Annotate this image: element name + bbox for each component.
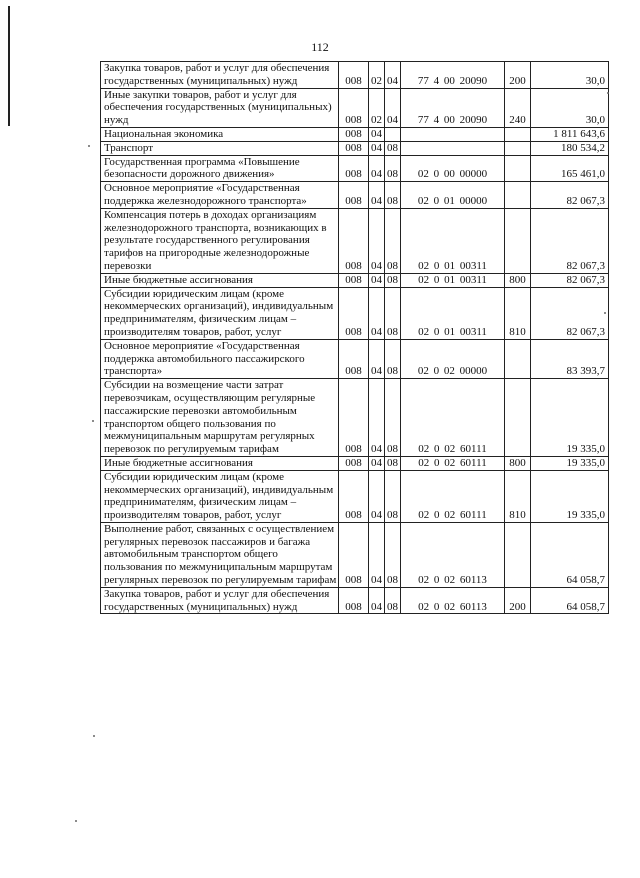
cell-ved: 008 <box>339 141 369 155</box>
cell-name: Выполнение работ, связанных с осуществлением регулярных перевозок пассажиров и багажа автомобильным транспортом общего пользования по межмуниципальным маршрутам регулярных перевозок по регулируемым тарифам <box>101 522 339 587</box>
cell-csr: 02 0 02 60111 <box>401 456 505 470</box>
cell-rz: 04 <box>369 470 385 522</box>
cell-vr: 810 <box>505 287 531 339</box>
cell-sum: 82 067,3 <box>531 287 609 339</box>
table-row <box>101 273 609 287</box>
cell-name: Национальная экономика <box>101 127 339 141</box>
cell-ved: 008 <box>339 155 369 182</box>
cell-pr: 08 <box>385 208 401 273</box>
table-row <box>101 208 609 273</box>
cell-pr: 08 <box>385 287 401 339</box>
table-row <box>101 182 609 209</box>
cell-csr: 77 4 00 20090 <box>401 88 505 127</box>
cell-csr: 02 0 01 00311 <box>401 287 505 339</box>
cell-sum: 180 534,2 <box>531 141 609 155</box>
cell-pr: 04 <box>385 88 401 127</box>
table-row <box>101 127 609 141</box>
cell-ved: 008 <box>339 127 369 141</box>
cell-name: Субсидии юридическим лицам (кроме некоммерческих организаций), индивидуальным предпринимателям, физическим лицам – производителям товаров, работ, услуг <box>101 470 339 522</box>
cell-rz: 04 <box>369 287 385 339</box>
cell-name: Закупка товаров, работ и услуг для обеспечения государственных (муниципальных) нужд <box>101 62 339 89</box>
table-row <box>101 522 609 587</box>
cell-rz: 04 <box>369 155 385 182</box>
cell-name: Субсидии на возмещение части затрат перевозчикам, осуществляющим регулярные пассажирские перевозки автомобильным транспортом общего пользования по межмуниципальным маршрутам регулярных перевозок по регулируемым тарифам <box>101 379 339 457</box>
cell-csr: 02 0 01 00000 <box>401 182 505 209</box>
cell-csr: 77 4 00 20090 <box>401 62 505 89</box>
cell-ved: 008 <box>339 88 369 127</box>
cell-sum: 19 335,0 <box>531 379 609 457</box>
cell-csr: 02 0 01 00311 <box>401 273 505 287</box>
cell-csr: 02 0 00 00000 <box>401 155 505 182</box>
table-row <box>101 456 609 470</box>
cell-name: Иные бюджетные ассигнования <box>101 273 339 287</box>
cell-sum: 64 058,7 <box>531 522 609 587</box>
cell-vr: 810 <box>505 470 531 522</box>
cell-rz: 04 <box>369 127 385 141</box>
cell-vr: 200 <box>505 62 531 89</box>
cell-ved: 008 <box>339 208 369 273</box>
cell-sum: 64 058,7 <box>531 587 609 614</box>
cell-pr: 08 <box>385 155 401 182</box>
cell-rz: 04 <box>369 273 385 287</box>
scan-speck <box>92 420 94 422</box>
cell-vr: 200 <box>505 587 531 614</box>
cell-vr <box>505 339 531 378</box>
cell-rz: 04 <box>369 587 385 614</box>
page-number: 112 <box>311 40 329 54</box>
cell-pr: 08 <box>385 456 401 470</box>
cell-csr: 02 0 02 60111 <box>401 379 505 457</box>
cell-vr <box>505 522 531 587</box>
cell-pr <box>385 127 401 141</box>
cell-pr: 08 <box>385 339 401 378</box>
cell-name: Закупка товаров, работ и услуг для обеспечения государственных (муниципальных) нужд <box>101 587 339 614</box>
scan-speck <box>604 312 606 314</box>
cell-ved: 008 <box>339 470 369 522</box>
scan-speck <box>607 92 609 94</box>
budget-table <box>100 61 609 614</box>
table-row <box>101 62 609 89</box>
cell-rz: 04 <box>369 182 385 209</box>
cell-name: Иные закупки товаров, работ и услуг для обеспечения государственных (муниципальных) нужд <box>101 88 339 127</box>
cell-rz: 04 <box>369 379 385 457</box>
cell-csr: 02 0 02 60113 <box>401 587 505 614</box>
cell-csr <box>401 141 505 155</box>
cell-name: Транспорт <box>101 141 339 155</box>
cell-sum: 165 461,0 <box>531 155 609 182</box>
cell-rz: 02 <box>369 62 385 89</box>
table-row <box>101 470 609 522</box>
cell-name: Компенсация потерь в доходах организациям железнодорожного транспорта, возникающих в результате государственного регулирования тарифов на пригородные железнодорожные перевозки <box>101 208 339 273</box>
cell-ved: 008 <box>339 522 369 587</box>
cell-ved: 008 <box>339 62 369 89</box>
cell-rz: 04 <box>369 339 385 378</box>
cell-ved: 008 <box>339 287 369 339</box>
cell-sum: 30,0 <box>531 62 609 89</box>
cell-vr <box>505 182 531 209</box>
cell-name: Иные бюджетные ассигнования <box>101 456 339 470</box>
cell-csr: 02 0 02 60113 <box>401 522 505 587</box>
cell-vr: 240 <box>505 88 531 127</box>
cell-rz: 02 <box>369 88 385 127</box>
cell-ved: 008 <box>339 456 369 470</box>
cell-sum: 30,0 <box>531 88 609 127</box>
cell-ved: 008 <box>339 587 369 614</box>
cell-name: Основное мероприятие «Государственная поддержка автомобильного пассажирского транспорта» <box>101 339 339 378</box>
cell-ved: 008 <box>339 379 369 457</box>
cell-pr: 08 <box>385 273 401 287</box>
cell-pr: 08 <box>385 141 401 155</box>
table-row <box>101 287 609 339</box>
cell-vr <box>505 127 531 141</box>
cell-rz: 04 <box>369 456 385 470</box>
scan-speck <box>75 820 77 822</box>
cell-rz: 04 <box>369 208 385 273</box>
table-row <box>101 141 609 155</box>
cell-name: Субсидии юридическим лицам (кроме некоммерческих организаций), индивидуальным предпринимателям, физическим лицам – производителям товаров, работ, услуг <box>101 287 339 339</box>
cell-vr <box>505 155 531 182</box>
cell-vr: 800 <box>505 456 531 470</box>
cell-csr: 02 0 01 00311 <box>401 208 505 273</box>
cell-name: Государственная программа «Повышение безопасности дорожного движения» <box>101 155 339 182</box>
cell-sum: 19 335,0 <box>531 456 609 470</box>
scan-speck <box>88 145 90 147</box>
cell-vr <box>505 141 531 155</box>
table-row <box>101 155 609 182</box>
cell-vr <box>505 379 531 457</box>
cell-ved: 008 <box>339 182 369 209</box>
cell-pr: 08 <box>385 587 401 614</box>
cell-pr: 08 <box>385 522 401 587</box>
cell-rz: 04 <box>369 522 385 587</box>
cell-csr <box>401 127 505 141</box>
cell-vr: 800 <box>505 273 531 287</box>
cell-rz: 04 <box>369 141 385 155</box>
cell-name: Основное мероприятие «Государственная поддержка железнодорожного транспорта» <box>101 182 339 209</box>
cell-sum: 19 335,0 <box>531 470 609 522</box>
cell-pr: 04 <box>385 62 401 89</box>
scan-margin-line <box>8 6 10 126</box>
cell-ved: 008 <box>339 339 369 378</box>
table-row <box>101 587 609 614</box>
cell-pr: 08 <box>385 182 401 209</box>
cell-sum: 82 067,3 <box>531 208 609 273</box>
table-row <box>101 339 609 378</box>
table-row <box>101 88 609 127</box>
cell-vr <box>505 208 531 273</box>
cell-ved: 008 <box>339 273 369 287</box>
table-row <box>101 379 609 457</box>
cell-sum: 82 067,3 <box>531 273 609 287</box>
cell-sum: 1 811 643,6 <box>531 127 609 141</box>
cell-sum: 82 067,3 <box>531 182 609 209</box>
cell-csr: 02 0 02 60111 <box>401 470 505 522</box>
cell-pr: 08 <box>385 470 401 522</box>
cell-sum: 83 393,7 <box>531 339 609 378</box>
scan-speck <box>93 735 95 737</box>
cell-csr: 02 0 02 00000 <box>401 339 505 378</box>
cell-pr: 08 <box>385 379 401 457</box>
